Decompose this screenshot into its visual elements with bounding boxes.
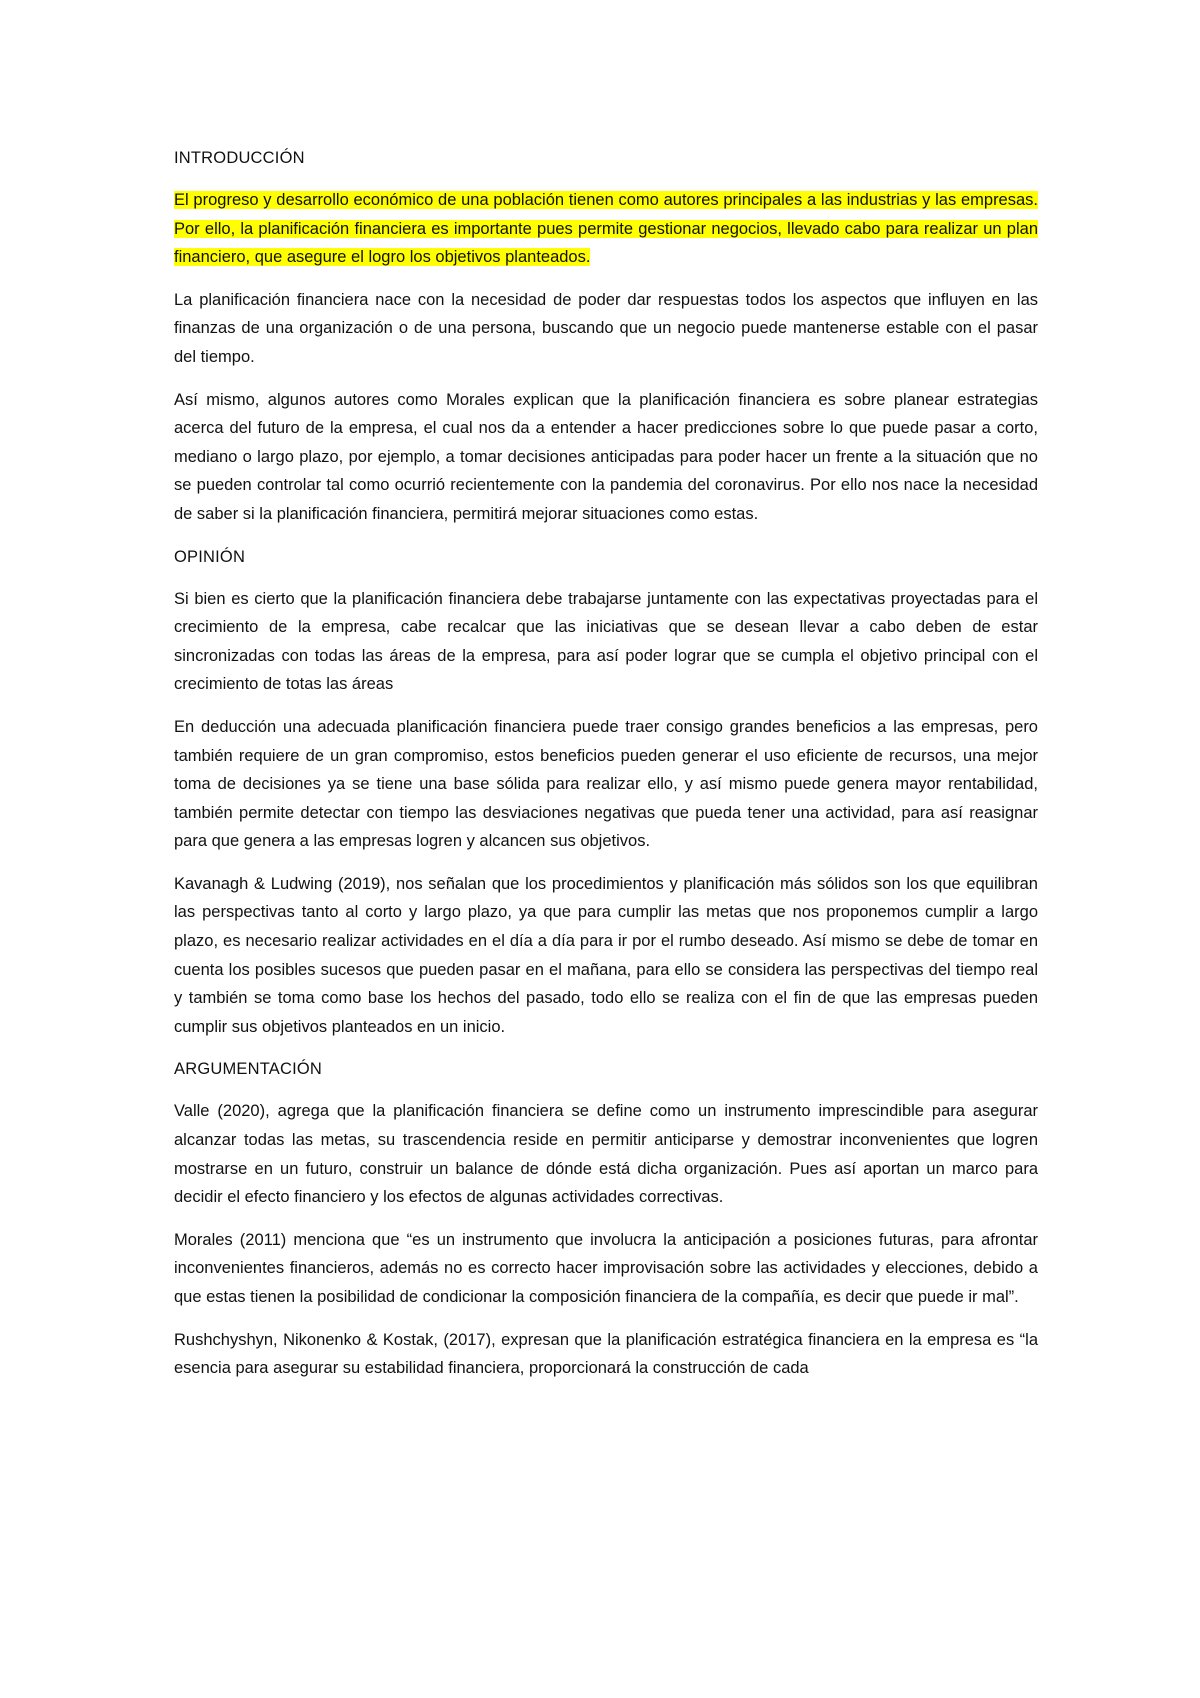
highlighted-paragraph — [174, 186, 1038, 272]
paragraph: Así mismo, algunos autores como Morales explican que la planificación financiera es sobre planear estrategias acerca del futuro de la empresa, el cual nos da a entender a hacer predicciones sobre lo que puede pasar a corto, mediano o largo plazo, por ejemplo, a tomar decisiones anticipadas para poder hacer un frente a la situación que no se pueden controlar tal como ocurrió recientemente con la pandemia del coronavirus. Por ello nos nace la necesidad de saber si la planificación financiera, permitirá mejorar situaciones como estas. — [174, 390, 1038, 523]
section-heading: ARGUMENTACIÓN — [174, 1060, 323, 1079]
paragraph: En deducción una adecuada planificación financiera puede traer consigo grandes beneficios a las empresas, pero también requiere de un gran compromiso, estos beneficios pueden generar el uso eficiente de recursos, una mejor toma de decisiones ya se tiene una base sólida para realizar ello, y así mismo puede genera mayor rentabilidad, también permite detectar con tiempo las desviaciones negativas que pueda tener una actividad, para así reasignar para que genera a las empresas logren y alcancen sus objetivos. — [174, 717, 1038, 851]
paragraph: Rushchyshyn, Nikonenko & Kostak, (2017), expresan que la planificación estratégica financiera en la empresa es “la esencia para asegurar su estabilidad financiera, proporcionará la construcción de cada — [174, 1330, 1038, 1378]
paragraph: Si bien es cierto que la planificación financiera debe trabajarse juntamente con las expectativas proyectadas para el crecimiento de la empresa, cabe recalcar que las iniciativas que se desean llevar a cabo deben de estar sincronizadas con todas las áreas de la empresa, para así poder lograr que se cumpla el objetivo principal con el crecimiento de totas las áreas — [174, 589, 1038, 694]
paragraph: Morales (2011) menciona que “es un instrumento que involucra la anticipación a posiciones futuras, para afrontar inconvenientes financieros, además no es correcto hacer improvisación sobre las actividades y elecciones, debido a que estas tienen la posibilidad de condicionar la composición financiera de la compañía, es decir que puede ir mal”. — [174, 1230, 1038, 1306]
paragraph: Kavanagh & Ludwing (2019), nos señalan que los procedimientos y planificación más sólidos son los que equilibran las perspectivas tanto al corto y largo plazo, ya que para cumplir las metas que nos proponemos cumplir a largo plazo, es necesario realizar actividades en el día a día para ir por el rumbo deseado. Así mismo se debe de tomar en cuenta los posibles sucesos que pueden pasar en el mañana, para ello se considera las perspectivas del tiempo real y también se toma como base los hechos del pasado, todo ello se realiza con el fin de que las empresas pueden cumplir sus objetivos planteados en un inicio. — [174, 874, 1038, 1036]
section-opinion — [174, 543, 1038, 1042]
section-introduccion — [174, 144, 1038, 529]
section-heading: INTRODUCCIÓN — [174, 149, 305, 167]
section-heading: OPINIÓN — [174, 547, 246, 566]
highlighted-text: El progreso y desarrollo económico de una población tienen como autores principales a las industrias y las empresas. Por ello, la planificación financiera es importante pues permite gestionar negocios, llevado cabo para realizar un plan financiero, que asegure el logro los objetivos planteados. — [174, 191, 1038, 267]
paragraph: Valle (2020), agrega que la planificación financiera se define como un instrumento imprescindible para asegurar alcanzar todas las metas, su trascendencia reside en permitir anticiparse y demostrar inconvenientes que logren mostrarse en un futuro, construir un balance de dónde está dicha organización. Pues así aportan un marco para decidir el efecto financiero y los efectos de algunas actividades correctivas. — [174, 1102, 1038, 1207]
document-page — [174, 144, 1038, 1397]
paragraph: La planificación financiera nace con la necesidad de poder dar respuestas todos los aspectos que influyen en las finanzas de una organización o de una persona, buscando que un negocio puede mantenerse estable con el pasar del tiempo. — [174, 290, 1038, 366]
section-argumentacion — [174, 1055, 1038, 1382]
